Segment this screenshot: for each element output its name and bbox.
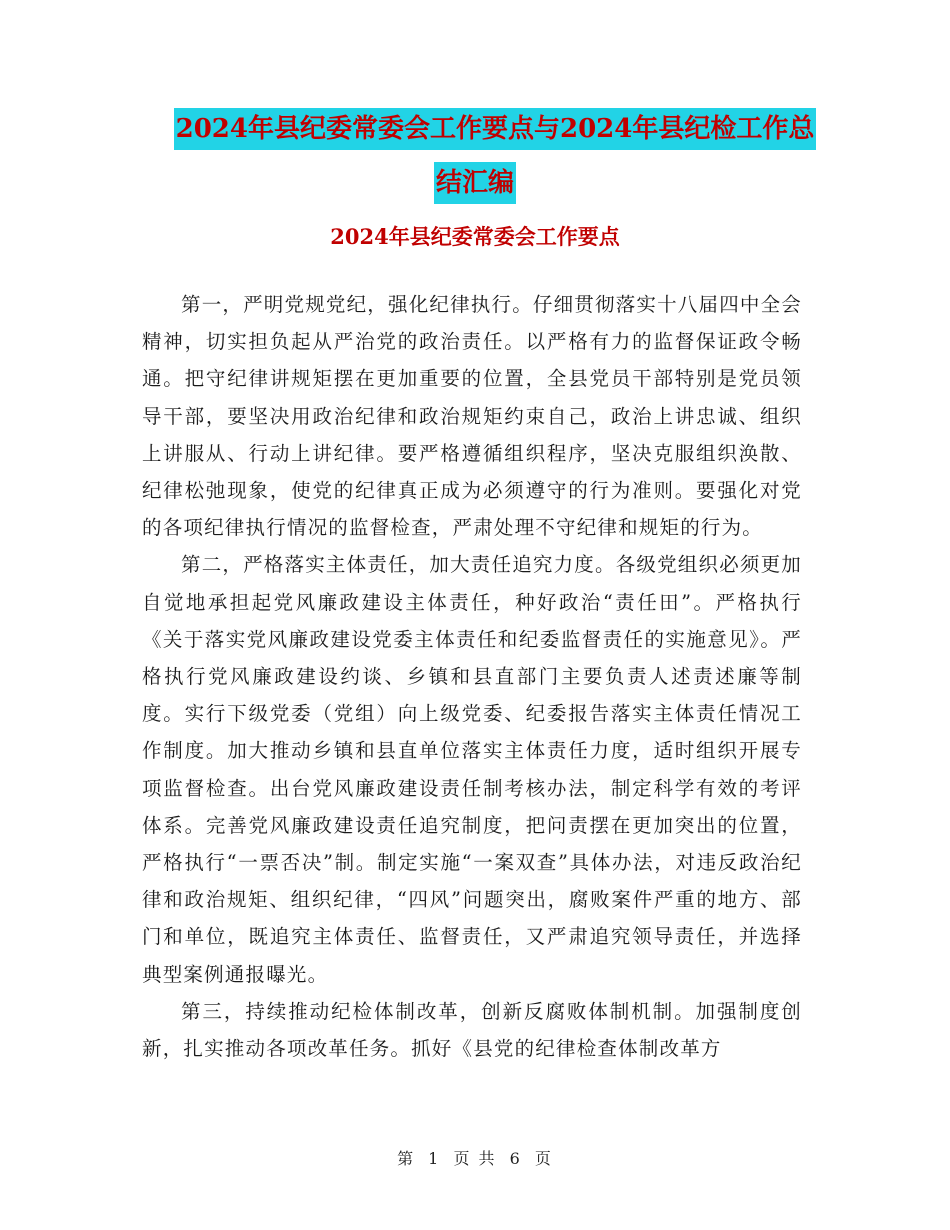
title-line-1: 2024年县纪委常委会工作要点与2024年县纪检工作总 bbox=[174, 108, 817, 150]
document-body bbox=[142, 286, 802, 1067]
paragraph-1: 第一，严明党规党纪，强化纪律执行。仔细贯彻落实十八届四中全会精神，切实担负起从严治党的政治责任。以严格有力的监督保证政令畅通。把守纪律讲规矩摆在更加重要的位置，全县党员干部特别是党员领导干部，要坚决用政治纪律和政治规矩约束自己，政治上讲忠诚、组织上讲服从、行动上讲纪律。要严格遵循组织程序，坚决克服组织涣散、纪律松弛现象，使党的纪律真正成为必须遵守的行为准则。要强化对党的各项纪律执行情况的监督检查，严肃处理不守纪律和规矩的行为。 bbox=[142, 293, 803, 540]
footer-mid: 页 共 bbox=[453, 1149, 497, 1168]
footer-suffix: 页 bbox=[534, 1149, 553, 1168]
footer-total-pages: 6 bbox=[509, 1149, 522, 1168]
footer-page-number: 1 bbox=[428, 1149, 441, 1168]
paragraph-2: 第二，严格落实主体责任，加大责任追究力度。各级党组织必须更加自觉地承担起党风廉政建设主体责任，种好政治“责任田”。严格执行《关于落实党风廉政建设党委主体责任和纪委监督责任的实施意见》。严格执行党风廉政建设约谈、乡镇和县直部门主要负责人述责述廉等制度。实行下级党委（党组）向上级党委、纪委报告落实主体责任情况工作制度。加大推动乡镇和县直单位落实主体责任力度，适时组织开展专项监督检查。出台党风廉政建设责任制考核办法，制定科学有效的考评体系。完善党风廉政建设责任追究制度，把问责摆在更加突出的位置，严格执行“一票否决”制。制定实施“一案双查”具体办法，对违反政治纪律和政治规矩、组织纪律，“四风”问题突出，腐败案件严重的地方、部门和单位，既追究主体责任、监督责任，又严肃追究领导责任，并选择典型案例通报曝光。 bbox=[142, 553, 803, 986]
page-footer bbox=[0, 1148, 950, 1170]
footer-prefix: 第 bbox=[397, 1149, 416, 1168]
paragraph-3: 第三，持续推动纪检体制改革，创新反腐败体制机制。加强制度创新，扎实推动各项改革任务。抓好《县党的纪律检查体制改革方 bbox=[142, 999, 802, 1061]
section-title: 2024年县纪委常委会工作要点 bbox=[330, 224, 620, 249]
title-line-2: 结汇编 bbox=[434, 162, 516, 204]
document-title bbox=[0, 108, 950, 216]
